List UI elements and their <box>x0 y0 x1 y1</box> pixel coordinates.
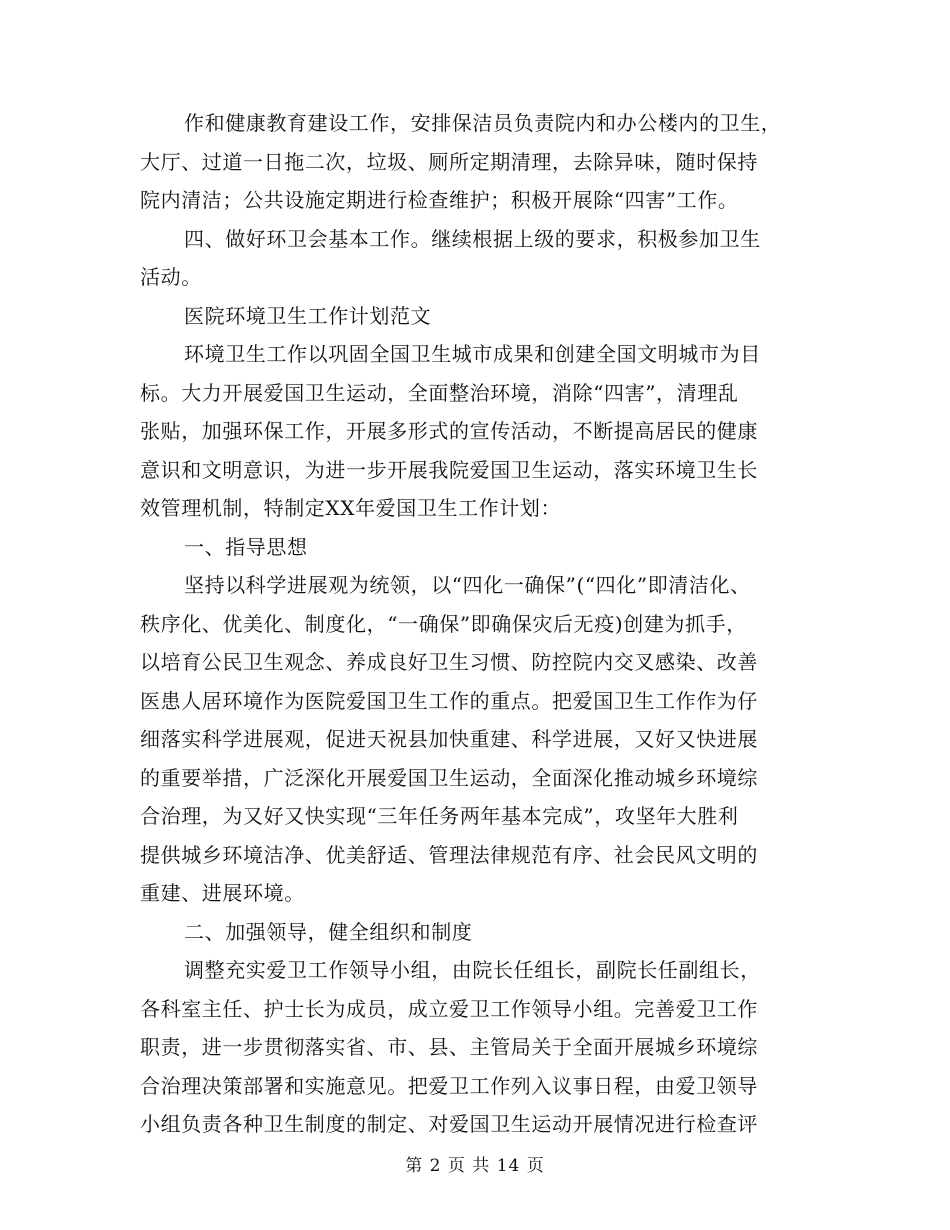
text-line: 坚持以科学进展观为统领，以“四化一确保”(“四化”即清洁化、 <box>184 573 751 597</box>
text-line: 合治理决策部署和实施意见。把爱卫工作列入议事日程，由爱卫领导 <box>140 1073 758 1098</box>
page-footer: 第 2 页 共 14 页 <box>405 1156 545 1176</box>
text-line: 各科室主任、护士长为成员，成立爱卫工作领导小组。完善爱卫工作 <box>140 996 758 1021</box>
text-line: 医患人居环境作为医院爱国卫生工作的重点。把爱国卫生工作作为仔 <box>140 688 758 713</box>
text-line: 重建、进展环境。 <box>140 881 305 905</box>
text-line: 提供城乡环境洁净、优美舒适、管理法律规范有序、社会民风文明的 <box>140 842 758 867</box>
text-line: 的重要举措，广泛深化开展爱国卫生运动，全面深化推动城乡环境综 <box>140 765 758 790</box>
document-body <box>140 104 830 1144</box>
text-line: 小组负责各种卫生制度的制定、对爱国卫生运动开展情况进行检查评 <box>140 1112 758 1136</box>
text-line: 以培育公民卫生观念、养成良好卫生习惯、防控院内交叉感染、改善 <box>140 650 758 674</box>
text-line: 院内清洁；公共设施定期进行检查维护；积极开展除“四害”工作。 <box>140 188 739 212</box>
text-line: 意识和文明意识，为进一步开展我院爱国卫生运动，落实环境卫生长 <box>140 457 758 482</box>
text-line: 效管理机制，特制定XX年爱国卫生工作计划： <box>140 496 562 520</box>
text-line: 调整充实爱卫工作领导小组，由院长任组长，副院长任副组长， <box>184 958 761 982</box>
text-line: 合治理，为又好又快实现“三年任务两年基本完成”，攻坚年大胜利 <box>140 804 739 828</box>
text-line: 二、加强领导，健全组织和制度 <box>184 919 473 944</box>
text-line: 一、指导思想 <box>184 534 308 559</box>
text-line: 活动。 <box>140 265 202 289</box>
text-line: 秩序化、优美化、制度化，“一确保”即确保灾后无疫)创建为抓手， <box>140 611 747 636</box>
text-line: 大厅、过道一日拖二次，垃圾、厕所定期清理，去除异味，随时保持 <box>140 149 758 174</box>
text-line: 环境卫生工作以巩固全国卫生城市成果和创建全国文明城市为目 <box>184 342 761 366</box>
text-line: 作和健康教育建设工作，安排保洁员负责院内和办公楼内的卫生， <box>184 111 782 135</box>
text-line: 四、做好环卫会基本工作。继续根据上级的要求，积极参加卫生 <box>184 226 761 251</box>
text-line: 职责，进一步贯彻落实省、市、县、主管局关于全面开展城乡环境综 <box>140 1035 758 1059</box>
text-line: 张贴，加强环保工作，开展多形式的宣传活动，不断提高居民的健康 <box>140 419 758 443</box>
text-line: 医院环境卫生工作计划范文 <box>184 303 432 328</box>
text-line: 细落实科学进展观，促进天祝县加快重建、科学进展，又好又快进展 <box>140 727 758 751</box>
text-line: 标。大力开展爱国卫生运动，全面整治环境，消除“四害”，清理乱 <box>140 380 739 405</box>
